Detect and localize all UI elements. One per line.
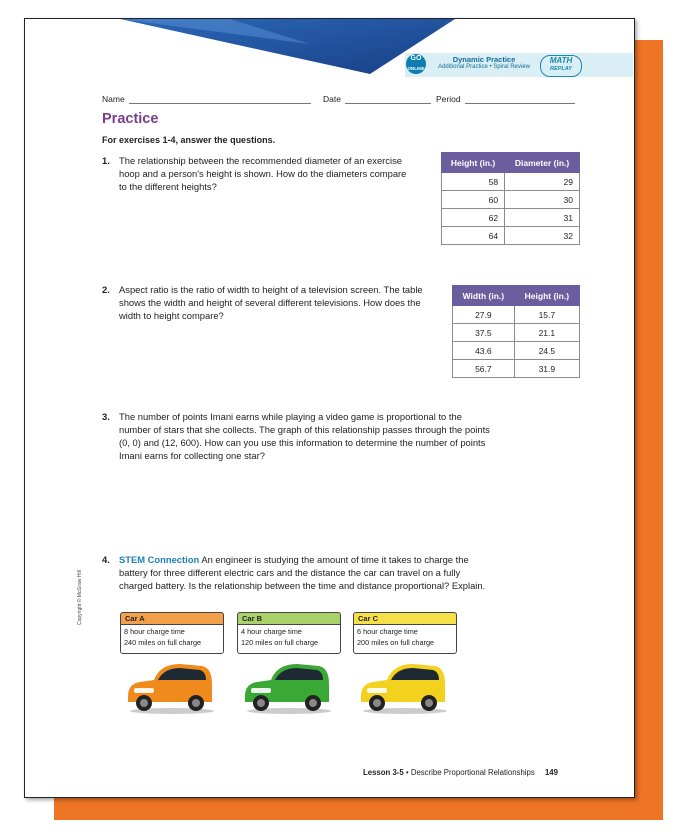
table-row: 27.9 15.7 [453, 306, 580, 324]
page-title: Practice [102, 111, 159, 127]
exercise-3: 3. The number of points Imani earns while playing a video game is proportional to the number of stars that she collects. The graph of this relationship passes through the points (0, 0) and (12, 600). How can you use this information to determine the number of points Imani earns for collecting one star? [102, 411, 490, 461]
car-label: Car A [120, 612, 224, 624]
exercise-2: 2. Aspect ratio is the ratio of width to height of a television screen. The table shows the width and height of several different televisions. How does the width to height compare? [102, 284, 423, 321]
table-row: 56.7 31.9 [453, 360, 580, 378]
table-row: 60 30 [442, 191, 580, 209]
car-a-card [120, 612, 224, 714]
date-field[interactable]: Date [323, 94, 431, 104]
exercise-1: 1. The relationship between the recommended diameter of an exercise hoop and a person's height is shown. How do the diameters compare to the different heights? [102, 155, 407, 192]
yellow-car-icon [353, 658, 453, 714]
car-info-box: 4 hour charge time 120 miles on full charge [237, 624, 341, 654]
table-header-row [442, 153, 580, 173]
name-line[interactable] [129, 94, 311, 104]
column-header: Width (in.) [453, 286, 515, 306]
table-row: 62 31 [442, 209, 580, 227]
lesson-number: Lesson 3-5 [363, 768, 404, 777]
car-c-card [353, 612, 457, 714]
worksheet-page [24, 18, 635, 798]
column-header: Height (in.) [442, 153, 505, 173]
column-header: Height (in.) [514, 286, 579, 306]
table-row: 43.6 24.5 [453, 342, 580, 360]
car-label: Car C [353, 612, 457, 624]
page-number: 149 [544, 768, 558, 777]
car-info-box: 8 hour charge time 240 miles on full charge [120, 624, 224, 654]
page-footer: Lesson 3-5 • Describe Proportional Relationships 149 [363, 768, 558, 777]
lesson-topic: Describe Proportional Relationships [410, 768, 535, 777]
orange-car-icon [120, 658, 220, 714]
math-replay-logo[interactable]: MATH REPLAY [540, 55, 582, 77]
car-b-card [237, 612, 341, 714]
period-line[interactable] [465, 94, 575, 104]
table-row: 64 32 [442, 227, 580, 245]
period-field[interactable]: Period [436, 94, 575, 104]
date-line[interactable] [345, 94, 431, 104]
exercise-4: 4. STEM Connection An engineer is studying the amount of time it takes to charge the battery for three different electric cars and the distance the car can travel on a fully charged battery. Is the relationship between the time and distance proportional? Explain. [102, 554, 486, 591]
stem-connection-label: STEM Connection [119, 554, 200, 565]
width-height-table [452, 285, 580, 378]
table-row: 58 29 [442, 173, 580, 191]
column-header: Diameter (in.) [505, 153, 580, 173]
dynamic-practice-label[interactable]: Dynamic Practice Additional Practice • Spiral Review [438, 55, 530, 70]
table-header-row [453, 286, 580, 306]
height-diameter-table [441, 152, 580, 245]
go-online-badge[interactable]: GO ONLINE [406, 54, 426, 74]
instructions: For exercises 1-4, answer the questions. [102, 135, 276, 145]
table-row: 37.5 21.1 [453, 324, 580, 342]
green-car-icon [237, 658, 337, 714]
car-info-box: 6 hour charge time 200 miles on full charge [353, 624, 457, 654]
car-label: Car B [237, 612, 341, 624]
copyright-notice: Copyright © McGraw Hill [77, 570, 83, 625]
name-field[interactable]: Name [102, 94, 311, 104]
